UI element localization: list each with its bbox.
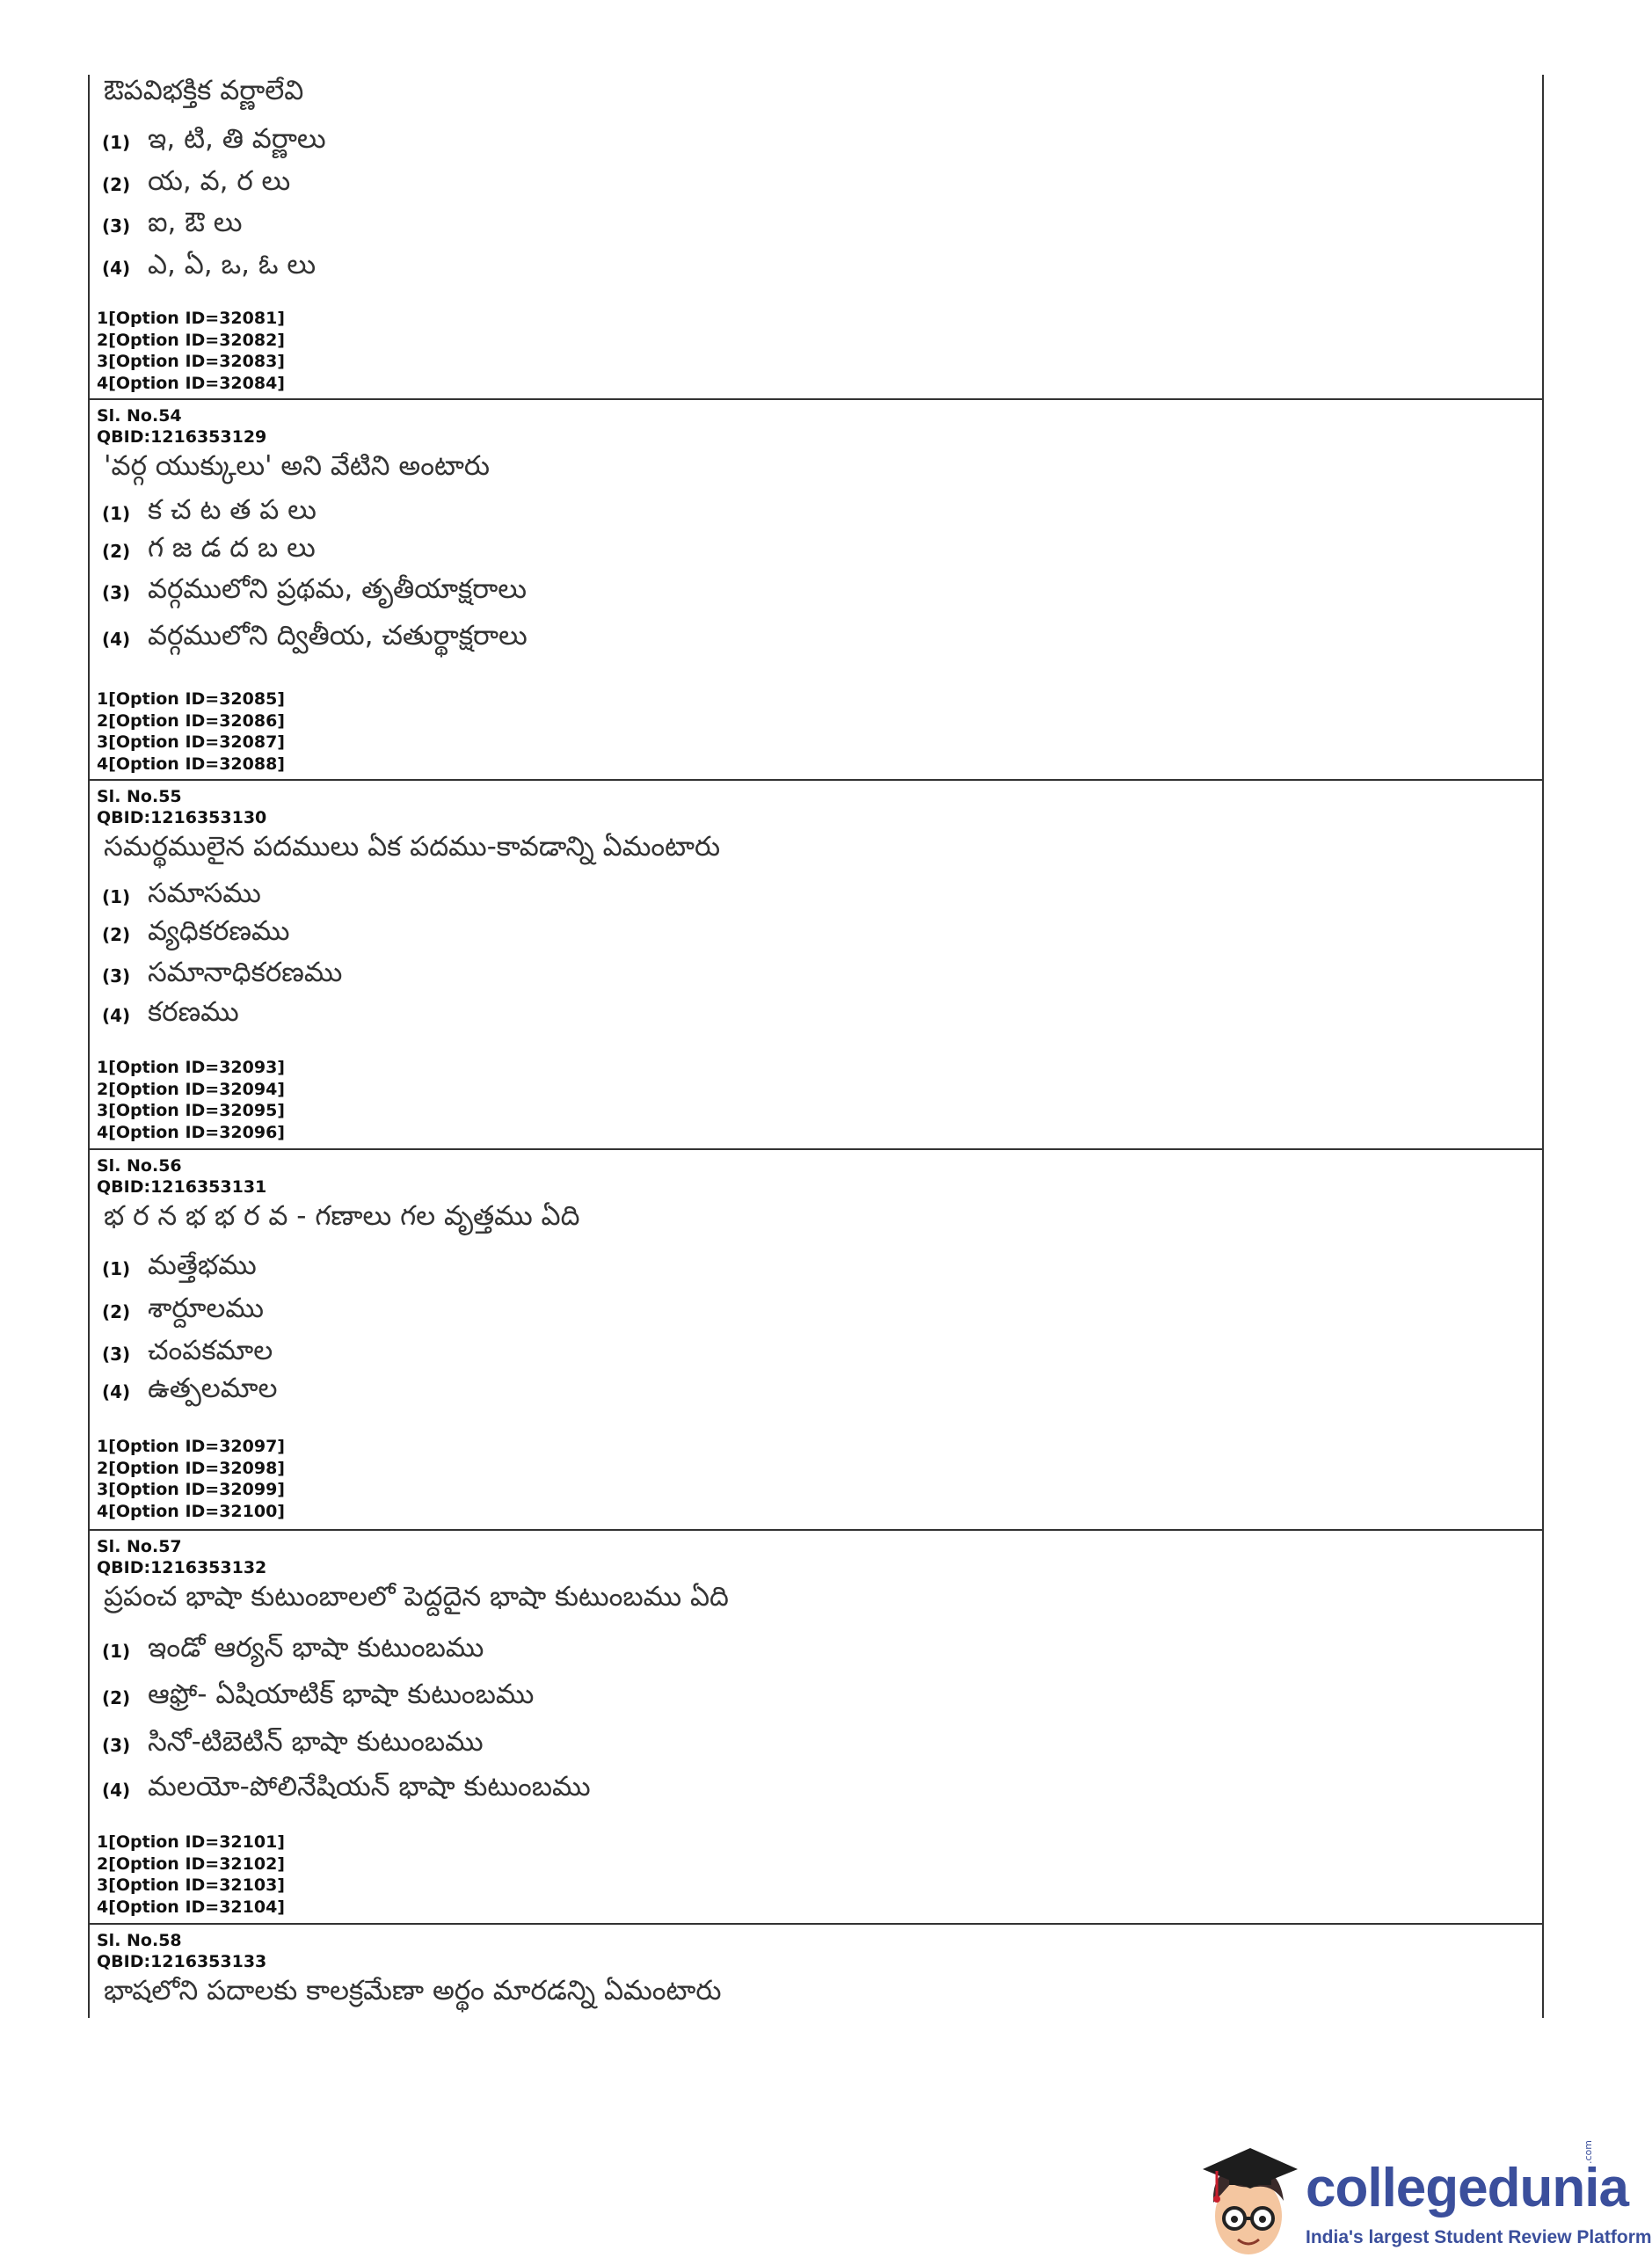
option-id: 4[Option ID=32096] [97,1122,285,1142]
option-number: (2) [102,1300,131,1322]
option-id: 1[Option ID=32093] [97,1058,285,1077]
option-number: (2) [102,923,131,945]
option-id: 4[Option ID=32084] [97,373,285,393]
option-4 [102,1373,278,1410]
qbid: QBID:1216353130 [97,808,267,827]
question-block-55 [90,781,1542,1150]
option-text: ఇండో ఆర్యన్ భాషా కుటుంబము [148,1632,484,1664]
logo-domain: .com [1583,2140,1594,2164]
option-4 [102,620,528,658]
option-3 [102,207,242,244]
option-id-list [97,308,285,394]
option-1 [102,123,326,161]
option-1 [102,878,261,915]
option-id: 3[Option ID=32095] [97,1101,285,1120]
option-number: (3) [102,215,131,237]
question-block-54 [90,400,1542,781]
option-number: (4) [102,1779,131,1801]
option-text: కరణము [148,996,239,1028]
option-text: వర్గములోని ప్రథమ, తృతీయాక్షరాలు [148,573,527,605]
question-block-53 [90,75,1542,400]
option-text: చంపకమాల [148,1335,273,1366]
option-number: (4) [102,1004,131,1026]
option-id: 1[Option ID=32097] [97,1437,285,1456]
option-id: 2[Option ID=32082] [97,330,285,350]
option-id-list [97,1832,285,1918]
option-2 [102,1293,264,1330]
option-3 [102,957,342,994]
option-text: గ జ డ ద బ లు [148,532,316,564]
option-text: సినో-టిబెటిన్ భాషా కుటుంబము [148,1726,484,1758]
option-number: (4) [102,257,131,279]
option-number: (2) [102,540,131,562]
option-text: ఎ, ఏ, ఒ, ఓ లు [148,249,317,280]
option-2 [102,165,290,203]
option-4 [102,1771,591,1809]
option-text: ఐ, ఔ లు [148,207,243,238]
option-text: సమానాధికరణము [148,957,343,988]
option-id: 4[Option ID=32088] [97,754,285,774]
serial-number: Sl. No.58 [97,1931,182,1950]
option-text: ఇ, టి, తి వర్ణాలు [148,123,326,155]
option-number: (2) [102,173,131,195]
question-block-57 [90,1531,1542,1925]
question-paper-sheet [88,75,1544,2018]
option-number: (1) [102,1257,131,1279]
option-4 [102,996,239,1034]
option-id: 1[Option ID=32081] [97,309,285,328]
option-id: 4[Option ID=32104] [97,1897,285,1917]
option-number: (1) [102,885,131,907]
serial-number: Sl. No.54 [97,406,182,426]
qbid: QBID:1216353132 [97,1558,267,1577]
qbid: QBID:1216353131 [97,1177,267,1197]
option-number: (1) [102,502,131,524]
question-text: భ ర న భ భ ర వ - గణాలు గల వృత్తము ఏది [104,1200,580,1232]
serial-number: Sl. No.57 [97,1537,182,1556]
qbid: QBID:1216353133 [97,1952,267,1971]
option-1 [102,494,317,532]
option-1 [102,1249,257,1287]
option-text: శార్దూలము [148,1293,264,1324]
question-text: భాషలోని పదాలకు కాలక్రమేణా అర్థం మారడన్ని ఏమంటారు [104,1975,722,2006]
question-block-56 [90,1150,1542,1531]
option-number: (1) [102,131,131,153]
option-id: 2[Option ID=32102] [97,1854,285,1874]
option-3 [102,1335,273,1373]
question-text: ప్రపంచ భాషా కుటుంబాలలో పెద్దదైన భాషా కుటుంబము ఏది [104,1581,729,1613]
option-number: (3) [102,1734,131,1756]
option-id-list [97,1436,285,1522]
qbid: QBID:1216353129 [97,427,267,447]
option-id: 2[Option ID=32098] [97,1458,285,1478]
option-id: 2[Option ID=32094] [97,1079,285,1099]
option-2 [102,532,316,570]
option-id: 3[Option ID=32099] [97,1480,285,1499]
question-text: సమర్థములైన పదములు ఏక పదము-కావడాన్ని ఏమంటారు [104,831,721,863]
serial-number: Sl. No.56 [97,1156,182,1176]
option-id: 3[Option ID=32103] [97,1875,285,1895]
option-id: 3[Option ID=32087] [97,732,285,752]
question-text: 'వర్గ యుక్కులు' అని వేటిని అంటారు [104,450,490,482]
option-text: య, వ, ర లు [148,165,291,197]
option-1 [102,1632,484,1670]
option-text: మత్తేభము [148,1249,257,1281]
option-text: వర్గములోని ద్వితీయ, చతుర్థాక్షరాలు [148,620,528,652]
logo-tagline: India's largest Student Review Platform [1306,2227,1652,2247]
option-id: 1[Option ID=32085] [97,689,285,709]
option-3 [102,573,527,611]
option-text: క చ ట త ప లు [148,494,317,526]
option-id: 4[Option ID=32100] [97,1501,285,1521]
option-2 [102,915,289,953]
option-number: (4) [102,628,131,650]
option-id-list [97,1057,285,1143]
option-4 [102,249,316,287]
option-id: 3[Option ID=32083] [97,352,285,371]
option-number: (3) [102,1343,131,1365]
serial-number: Sl. No.55 [97,787,182,806]
option-number: (2) [102,1686,131,1708]
logo-wordmark: collegedunia [1306,2158,1628,2218]
option-number: (1) [102,1640,131,1662]
option-id: 2[Option ID=32086] [97,710,285,731]
option-2 [102,1679,534,1716]
option-text: ఆఫ్రో- ఏషియాటిక్ భాషా కుటుంబము [148,1679,535,1710]
option-text: ఉత్పలమాల [148,1373,278,1404]
mascot-icon [1196,2132,1306,2264]
option-id: 1[Option ID=32101] [97,1832,285,1852]
question-block-58 [90,1925,1542,2018]
option-3 [102,1726,484,1764]
option-number: (4) [102,1380,131,1402]
collegedunia-logo [1196,2132,1652,2264]
option-number: (3) [102,965,131,987]
option-text: మలయో-పోలినేషియన్ భాషా కుటుంబము [148,1771,591,1803]
option-id-list [97,688,285,775]
option-text: సమాసము [148,878,261,909]
option-number: (3) [102,581,131,603]
question-text: ఔపవిభక్తిక వర్ణాలేవి [104,75,304,106]
option-text: వ్యధికరణము [148,915,290,947]
